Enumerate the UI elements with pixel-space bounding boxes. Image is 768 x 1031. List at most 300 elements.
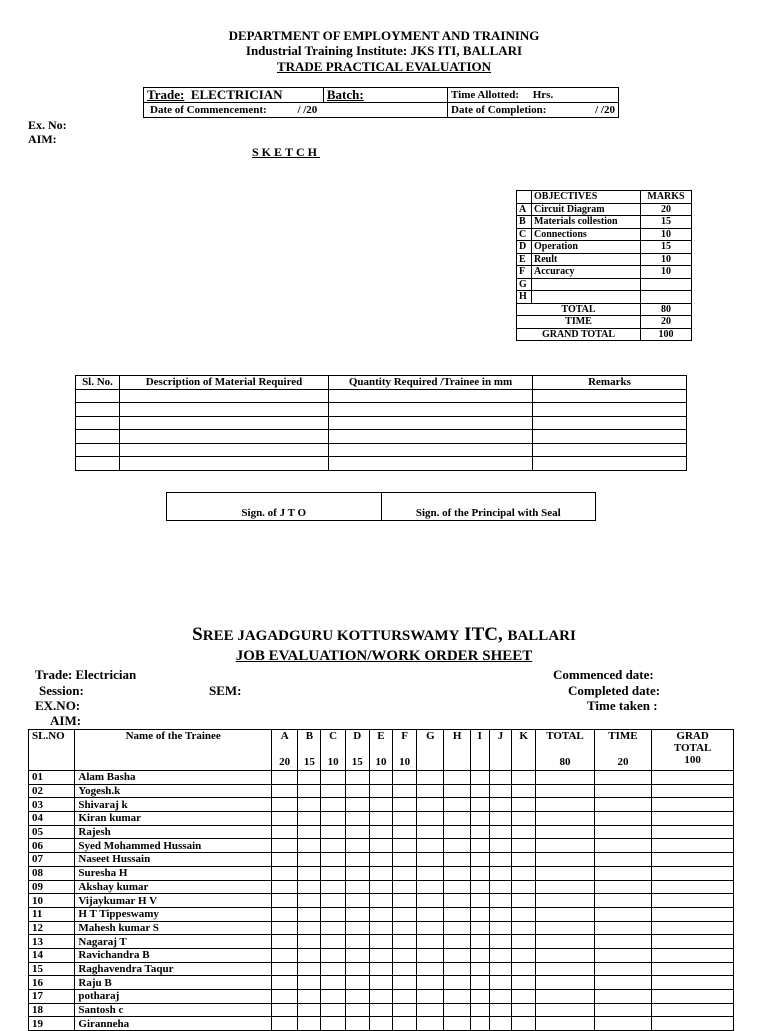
mark-cell	[512, 771, 536, 785]
eval-header-col	[512, 730, 536, 771]
mark-cell	[444, 798, 470, 812]
material-cell	[329, 403, 533, 417]
mark-cell	[489, 948, 511, 962]
material-row	[76, 457, 687, 471]
mark-cell	[536, 990, 594, 1004]
eval-col-letter: J	[497, 730, 504, 742]
mark-cell	[369, 812, 392, 826]
mark-cell	[652, 921, 734, 935]
signature-box	[166, 492, 596, 521]
material-row	[76, 403, 687, 417]
mark-cell	[345, 990, 369, 1004]
mark-cell	[594, 880, 651, 894]
mark-cell	[345, 812, 369, 826]
mark-cell	[470, 812, 489, 826]
mark-cell	[512, 798, 536, 812]
eval-header-col	[417, 730, 444, 771]
mark-cell	[489, 907, 511, 921]
objective-marks: 10	[641, 266, 692, 279]
material-cell	[329, 443, 533, 457]
trainee-row	[29, 866, 734, 880]
mark-cell	[489, 812, 511, 826]
mark-cell	[369, 866, 392, 880]
obj-total-value: 80	[641, 303, 692, 316]
exno-label: EX.NO:	[35, 698, 81, 713]
eval-header-label: TOTAL	[546, 730, 584, 742]
mark-cell	[345, 1003, 369, 1017]
trade-label: Trade:	[147, 87, 185, 102]
eval-col-max	[474, 756, 486, 768]
trainee-name: Shivaraj k	[75, 798, 272, 812]
mark-cell	[298, 880, 321, 894]
title-initial: S	[192, 624, 203, 645]
trainee-row	[29, 990, 734, 1004]
mark-cell	[345, 771, 369, 785]
mark-cell	[512, 990, 536, 1004]
mark-cell	[417, 935, 444, 949]
material-cell	[76, 416, 120, 430]
mark-cell	[470, 839, 489, 853]
objective-marks: 10	[641, 253, 692, 266]
mark-cell	[594, 853, 651, 867]
mark-cell	[298, 962, 321, 976]
marks-header: MARKS	[641, 191, 692, 204]
mark-cell	[652, 935, 734, 949]
eval-header-label: GRAD	[676, 730, 709, 742]
mark-cell	[536, 866, 594, 880]
mark-cell	[444, 812, 470, 826]
mark-cell	[417, 1003, 444, 1017]
mark-cell	[536, 880, 594, 894]
trainee-row	[29, 921, 734, 935]
commencement-date: / /20	[297, 104, 318, 116]
mark-cell	[272, 976, 298, 990]
mark-cell	[536, 907, 594, 921]
mark-cell	[536, 948, 594, 962]
trainee-name: Naseet Hussain	[75, 853, 272, 867]
mark-cell	[417, 976, 444, 990]
mark-cell	[393, 784, 417, 798]
mark-cell	[444, 1003, 470, 1017]
eval-header-label: TIME	[608, 730, 638, 742]
mark-cell	[393, 825, 417, 839]
objective-letter: F	[517, 266, 532, 279]
mark-cell	[652, 990, 734, 1004]
mark-cell	[345, 921, 369, 935]
trainee-number: 03	[29, 798, 75, 812]
mark-cell	[298, 798, 321, 812]
objective-row	[517, 291, 692, 304]
mark-cell	[321, 907, 345, 921]
mark-cell	[594, 894, 651, 908]
completion-date: / /20	[595, 104, 615, 116]
mark-cell	[272, 825, 298, 839]
objective-name: Accuracy	[532, 266, 641, 279]
mark-cell	[489, 771, 511, 785]
trainee-row	[29, 962, 734, 976]
aim-label: AIM:	[28, 132, 57, 146]
obj-time-label: TIME	[517, 316, 641, 329]
eval-col-max	[515, 756, 532, 768]
mark-cell	[470, 771, 489, 785]
mark-cell	[272, 812, 298, 826]
objective-letter: A	[517, 203, 532, 216]
mark-cell	[272, 853, 298, 867]
mark-cell	[594, 907, 651, 921]
mark-cell	[321, 894, 345, 908]
objective-marks	[641, 291, 692, 304]
mark-cell	[536, 894, 594, 908]
mark-cell	[417, 853, 444, 867]
mark-cell	[298, 839, 321, 853]
material-cell	[76, 457, 120, 471]
objective-marks: 10	[641, 228, 692, 241]
objective-name	[532, 278, 641, 291]
trainee-number: 04	[29, 812, 75, 826]
mark-cell	[444, 962, 470, 976]
mark-cell	[470, 921, 489, 935]
eval-header-label2: TOTAL	[673, 742, 712, 754]
mark-cell	[272, 907, 298, 921]
mark-cell	[512, 784, 536, 798]
trainee-number: 06	[29, 839, 75, 853]
mark-cell	[369, 880, 392, 894]
mark-cell	[536, 935, 594, 949]
eval-col-letter: B	[305, 730, 314, 742]
mat-header-description: Description of Material Required	[120, 376, 329, 390]
eval-col-letter: D	[353, 730, 362, 742]
material-cell	[329, 430, 533, 444]
mark-cell	[470, 948, 489, 962]
mark-cell	[470, 1003, 489, 1017]
mark-cell	[393, 990, 417, 1004]
mark-cell	[536, 976, 594, 990]
trainee-name: Akshay kumar	[75, 880, 272, 894]
sem-label: SEM:	[209, 683, 242, 698]
mark-cell	[444, 976, 470, 990]
mark-cell	[417, 825, 444, 839]
mark-cell	[652, 894, 734, 908]
material-cell	[76, 403, 120, 417]
mat-header-slno: Sl. No.	[76, 376, 120, 390]
mark-cell	[489, 825, 511, 839]
objective-row	[517, 266, 692, 279]
objective-row	[517, 241, 692, 254]
mark-cell	[512, 825, 536, 839]
mark-cell	[512, 839, 536, 853]
material-row	[76, 416, 687, 430]
trainee-row	[29, 894, 734, 908]
title-itc: ITC,	[464, 624, 503, 645]
trainee-row	[29, 839, 734, 853]
trainee-row	[29, 935, 734, 949]
objective-row	[517, 278, 692, 291]
mark-cell	[417, 894, 444, 908]
mark-cell	[272, 839, 298, 853]
mark-cell	[536, 825, 594, 839]
eval-header-col	[444, 730, 470, 771]
mark-cell	[272, 771, 298, 785]
mark-cell	[512, 1003, 536, 1017]
mark-cell	[272, 962, 298, 976]
trainee-row	[29, 907, 734, 921]
mark-cell	[444, 990, 470, 1004]
mark-cell	[393, 853, 417, 867]
trade-cell	[144, 88, 324, 103]
trainee-name: Santosh c	[75, 1003, 272, 1017]
mark-cell	[369, 784, 392, 798]
mark-cell	[470, 976, 489, 990]
objective-letter: E	[517, 253, 532, 266]
eval-header-col	[470, 730, 489, 771]
mark-cell	[489, 880, 511, 894]
material-cell	[76, 430, 120, 444]
obj-grand-label: GRAND TOTAL	[517, 328, 641, 341]
mark-cell	[536, 962, 594, 976]
mark-cell	[298, 894, 321, 908]
completion-label: Date of Completion:	[451, 104, 547, 116]
mark-cell	[470, 880, 489, 894]
mark-cell	[512, 948, 536, 962]
eval-header-max: 80	[559, 756, 571, 768]
mark-cell	[594, 866, 651, 880]
eval-col-letter: C	[329, 730, 338, 742]
mark-cell	[470, 825, 489, 839]
eval-header-col	[489, 730, 511, 771]
trainee-row	[29, 798, 734, 812]
mark-cell	[393, 962, 417, 976]
material-cell	[533, 416, 687, 430]
objective-name	[532, 291, 641, 304]
mark-cell	[536, 812, 594, 826]
mark-cell	[321, 962, 345, 976]
eval-col-letter: G	[426, 730, 435, 742]
mark-cell	[470, 990, 489, 1004]
eval-col-max	[420, 756, 440, 768]
eval-col-letter: F	[401, 730, 409, 742]
trainee-number: 16	[29, 976, 75, 990]
mark-cell	[393, 921, 417, 935]
mark-cell	[298, 990, 321, 1004]
trainee-name: Yogesh.k	[75, 784, 272, 798]
material-cell	[329, 457, 533, 471]
mark-cell	[594, 825, 651, 839]
mark-cell	[345, 894, 369, 908]
title-ballari: BALLARI	[507, 628, 576, 644]
material-row	[76, 443, 687, 457]
material-cell	[329, 389, 533, 403]
trainee-name: Vijaykumar H V	[75, 894, 272, 908]
mark-cell	[298, 812, 321, 826]
mark-cell	[444, 853, 470, 867]
mark-cell	[512, 812, 536, 826]
mark-cell	[321, 784, 345, 798]
mark-cell	[393, 935, 417, 949]
materials-table	[75, 375, 687, 471]
eval-header-col	[298, 730, 321, 771]
mark-cell	[536, 784, 594, 798]
mark-cell	[393, 798, 417, 812]
objective-marks	[641, 278, 692, 291]
mark-cell	[321, 880, 345, 894]
jto-signature: Sign. of J T O	[167, 493, 382, 521]
mark-cell	[536, 1003, 594, 1017]
mark-cell	[489, 990, 511, 1004]
mark-cell	[594, 962, 651, 976]
trainee-number: 15	[29, 962, 75, 976]
mark-cell	[417, 921, 444, 935]
mark-cell	[345, 784, 369, 798]
mark-cell	[444, 921, 470, 935]
commencement-cell	[144, 103, 448, 118]
eval-header-row	[29, 730, 734, 771]
objective-row	[517, 216, 692, 229]
eval-header-max: 100	[684, 754, 701, 766]
completed-date-label: Completed date:	[568, 683, 661, 698]
objective-marks: 15	[641, 241, 692, 254]
objective-name: Connections	[532, 228, 641, 241]
mark-cell	[470, 866, 489, 880]
material-cell	[76, 443, 120, 457]
mark-cell	[298, 976, 321, 990]
mark-cell	[489, 798, 511, 812]
material-cell	[533, 457, 687, 471]
mark-cell	[298, 784, 321, 798]
mark-cell	[369, 921, 392, 935]
mark-cell	[298, 948, 321, 962]
mark-cell	[417, 880, 444, 894]
material-cell	[120, 430, 329, 444]
mark-cell	[345, 907, 369, 921]
mark-cell	[536, 839, 594, 853]
time-taken-label: Time taken :	[587, 698, 658, 713]
eval-header-col	[369, 730, 392, 771]
trainee-row	[29, 948, 734, 962]
eval-header-name: Name of the Trainee	[75, 730, 272, 771]
mark-cell	[417, 771, 444, 785]
mark-cell	[417, 784, 444, 798]
mark-cell	[444, 907, 470, 921]
trainee-row	[29, 976, 734, 990]
mark-cell	[369, 935, 392, 949]
mark-cell	[444, 784, 470, 798]
mark-cell	[594, 1003, 651, 1017]
mark-cell	[272, 990, 298, 1004]
material-cell	[120, 443, 329, 457]
mark-cell	[417, 866, 444, 880]
mark-cell	[512, 853, 536, 867]
eval-col-letter: I	[477, 730, 482, 742]
trade-info-box	[143, 87, 619, 118]
mark-cell	[393, 866, 417, 880]
mark-cell	[393, 812, 417, 826]
trainee-row	[29, 880, 734, 894]
mark-cell	[321, 976, 345, 990]
objective-row	[517, 253, 692, 266]
eval-header-col	[321, 730, 345, 771]
mark-cell	[321, 839, 345, 853]
mark-cell	[272, 935, 298, 949]
mark-cell	[489, 976, 511, 990]
material-cell	[120, 389, 329, 403]
objective-name: Operation	[532, 241, 641, 254]
eval-col-max: 10	[399, 756, 411, 768]
objective-name: Materials collestion	[532, 216, 641, 229]
trainee-row	[29, 812, 734, 826]
mark-cell	[470, 894, 489, 908]
mark-cell	[594, 948, 651, 962]
mark-cell	[444, 839, 470, 853]
objectives-table	[516, 190, 692, 341]
mark-cell	[298, 935, 321, 949]
trainee-number: 09	[29, 880, 75, 894]
mark-cell	[272, 1003, 298, 1017]
mark-cell	[512, 880, 536, 894]
mark-cell	[321, 990, 345, 1004]
mark-cell	[298, 921, 321, 935]
eval-header-time	[594, 730, 651, 771]
mark-cell	[594, 798, 651, 812]
mark-cell	[512, 935, 536, 949]
mark-cell	[298, 771, 321, 785]
mark-cell	[369, 990, 392, 1004]
trainee-name: H T Tippeswamy	[75, 907, 272, 921]
eval-col-max: 10	[375, 756, 387, 768]
mark-cell	[345, 880, 369, 894]
material-row	[76, 389, 687, 403]
mark-cell	[489, 935, 511, 949]
mark-cell	[470, 784, 489, 798]
trainee-name: Raghavendra Taqur	[75, 962, 272, 976]
mark-cell	[321, 798, 345, 812]
eval-header-grad1	[652, 730, 734, 771]
mark-cell	[298, 866, 321, 880]
mark-cell	[536, 771, 594, 785]
trainee-name: Rajesh	[75, 825, 272, 839]
trainee-name: Ravichandra B	[75, 948, 272, 962]
trainee-number: 05	[29, 825, 75, 839]
mark-cell	[652, 839, 734, 853]
mark-cell	[512, 921, 536, 935]
mark-cell	[345, 853, 369, 867]
mark-cell	[369, 976, 392, 990]
mark-cell	[536, 853, 594, 867]
mark-cell	[321, 921, 345, 935]
mark-cell	[489, 839, 511, 853]
mark-cell	[417, 798, 444, 812]
trainee-number: 17	[29, 990, 75, 1004]
mark-cell	[652, 976, 734, 990]
mark-cell	[512, 894, 536, 908]
mark-cell	[321, 825, 345, 839]
mark-cell	[594, 990, 651, 1004]
material-cell	[120, 403, 329, 417]
sheet-aim-label: AIM:	[50, 713, 82, 728]
trainee-name: Nagaraj T	[75, 935, 272, 949]
trainee-number: 13	[29, 935, 75, 949]
mark-cell	[652, 1003, 734, 1017]
mark-cell	[345, 962, 369, 976]
mark-cell	[321, 1003, 345, 1017]
mark-cell	[470, 853, 489, 867]
mark-cell	[369, 962, 392, 976]
mark-cell	[536, 798, 594, 812]
mat-header-remarks: Remarks	[533, 376, 687, 390]
mark-cell	[536, 921, 594, 935]
mark-cell	[512, 976, 536, 990]
obj-corner	[517, 191, 532, 204]
mark-cell	[369, 839, 392, 853]
